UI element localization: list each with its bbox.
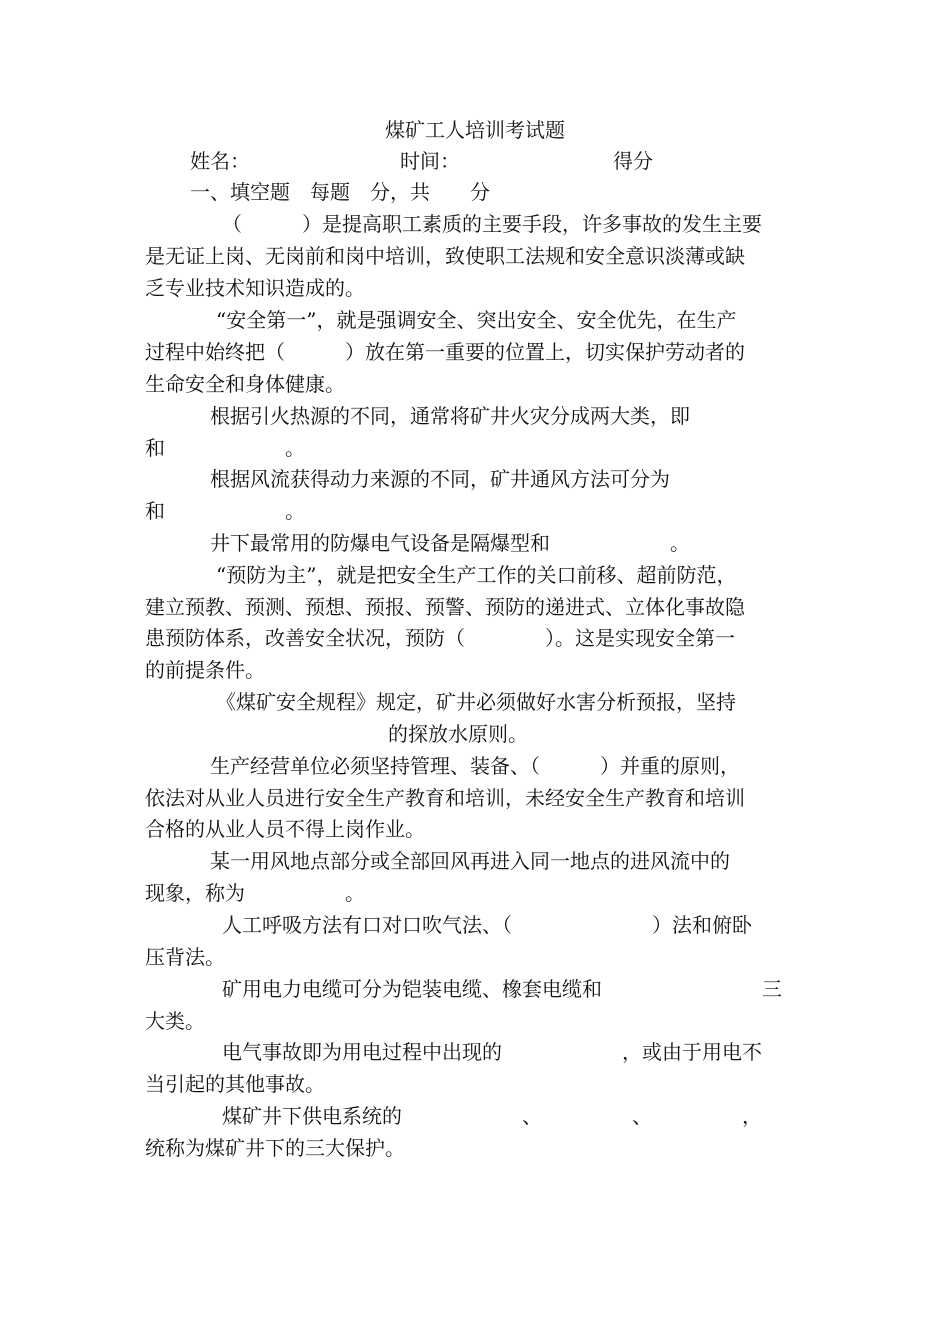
question-line: 依法对从业人员进行安全生产教育和培训，未经安全生产教育和培训 [145,786,745,810]
question-line: 电气事故即为用电过程中出现的 ，或由于用电不 [222,1040,762,1064]
question-line: 矿用电力电缆可分为铠装电缆、橡套电缆和 三 [222,977,782,1001]
question-line: 合格的从业人员不得上岗作业。 [145,817,425,841]
question-line: “预防为主”，就是把安全生产工作的关口前移、超前防范， [216,563,737,587]
time-label: 时间： [400,149,460,173]
question-line: 的前提条件。 [145,658,265,682]
question-line: 过程中始终把（ ）放在第一重要的位置上，切实保护劳动者的 [145,340,745,364]
question-line: 现象，称为 。 [145,881,365,905]
question-line: 《煤矿安全规程》规定，矿井必须做好水害分析预报，坚持 [216,690,736,714]
question-line: 大类。 [145,1009,205,1033]
question-line: 生产经营单位必须坚持管理、装备、（ ）并重的原则， [210,754,740,778]
question-line: 压背法。 [145,945,225,969]
question-line: 煤矿井下供电系统的 、 、 ， [222,1104,762,1128]
question-line: （ ）是提高职工素质的主要手段，许多事故的发生主要 [222,212,762,236]
question-line: 根据引火热源的不同，通常将矿井火灾分成两大类，即 [210,404,690,428]
question-line: 人工呼吸方法有口对口吹气法、（ ）法和俯卧 [222,913,752,937]
question-line: 乏专业技术知识造成的。 [145,276,365,300]
score-label: 得分 [613,149,653,173]
question-line: 当引起的其他事故。 [145,1072,325,1096]
section-heading: 一、填空题 每题 分，共 分 [190,180,490,204]
question-line: 和 。 [145,436,305,460]
document-title: 煤矿工人培训考试题 [385,118,565,142]
question-line: 生命安全和身体健康。 [145,372,345,396]
question-line: 和 。 [145,499,305,523]
question-line: 根据风流获得动力来源的不同，矿井通风方法可分为 [210,467,670,491]
question-line: 井下最常用的防爆电气设备是隔爆型和 。 [210,531,690,555]
question-line: 的探放水原则。 [388,722,528,746]
question-line: 某一用风地点部分或全部回风再进入同一地点的进风流中的 [210,849,730,873]
name-label: 姓名： [190,149,250,173]
question-line: 建立预教、预测、预想、预报、预警、预防的递进式、立体化事故隐 [145,595,745,619]
question-line: “安全第一”，就是强调安全、突出安全、安全优先，在生产 [216,308,737,332]
question-line: 患预防体系，改善安全状况，预防（ ）。这是实现安全第一 [145,626,735,650]
question-line: 是无证上岗、无岗前和岗中培训，致使职工法规和安全意识淡薄或缺 [145,244,745,268]
question-line: 统称为煤矿井下的三大保护。 [145,1136,405,1160]
